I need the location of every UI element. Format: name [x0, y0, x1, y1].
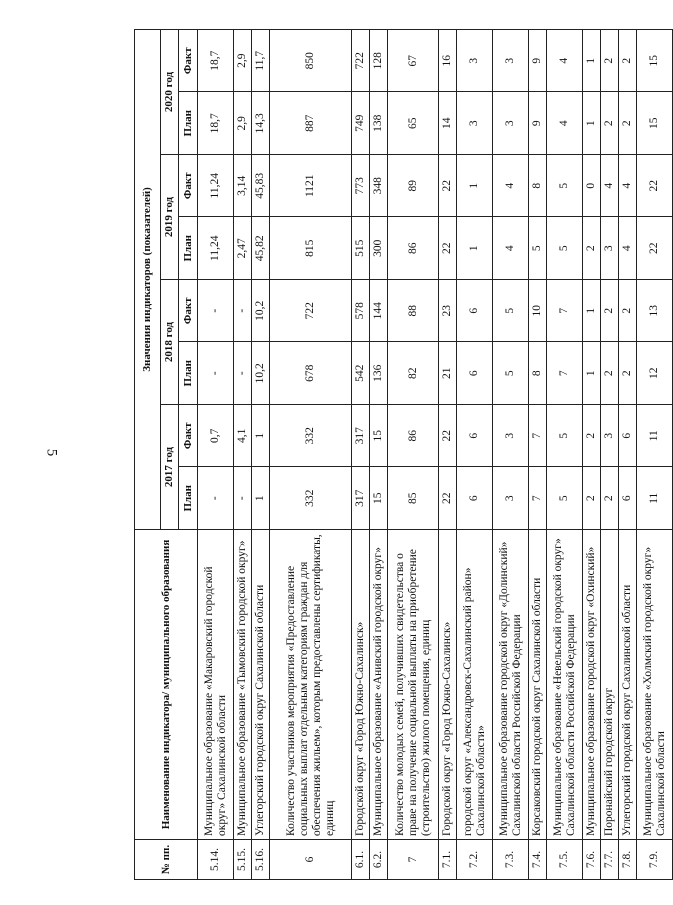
row-number: 5.14.: [198, 840, 234, 880]
row-value: 6: [457, 280, 493, 343]
table-row: [352, 29, 370, 879]
row-value: 11: [637, 405, 673, 468]
header-year-2018: 2018 год: [161, 280, 179, 405]
row-number: 7.5.: [547, 840, 583, 880]
row-value: 850: [270, 29, 352, 92]
row-value: 332: [270, 467, 352, 530]
row-value: 67: [388, 29, 439, 92]
row-value: 12: [637, 342, 673, 405]
row-value: 14,3: [252, 92, 270, 155]
row-value: 2: [601, 342, 619, 405]
row-value: 23: [439, 280, 457, 343]
row-value: 515: [352, 217, 370, 280]
row-value: 2: [601, 280, 619, 343]
row-value: -: [198, 342, 234, 405]
row-value: 15: [370, 405, 388, 468]
row-value: 1: [583, 342, 601, 405]
header-fact: Факт: [179, 280, 198, 343]
row-value: 89: [388, 155, 439, 218]
row-value: 6: [457, 467, 493, 530]
row-value: 144: [370, 280, 388, 343]
row-value: 14: [439, 92, 457, 155]
table-row: [270, 29, 352, 879]
row-value: 128: [370, 29, 388, 92]
page-number: 5: [43, 448, 60, 457]
row-value: 348: [370, 155, 388, 218]
row-value: 2,47: [234, 217, 252, 280]
row-value: 5: [493, 280, 529, 343]
row-name: Муниципальное образование «Макаровский городской округ» Сахалинской области: [198, 530, 234, 840]
row-value: 3: [457, 29, 493, 92]
row-value: 9: [529, 92, 547, 155]
row-value: -: [198, 467, 234, 530]
row-value: 11,24: [198, 217, 234, 280]
row-value: 18,7: [198, 92, 234, 155]
row-value: 317: [352, 467, 370, 530]
table-row: [601, 29, 619, 879]
row-value: 18,7: [198, 29, 234, 92]
row-name: Муниципальное образование «Тымовский городской округ»: [234, 530, 252, 840]
row-name: Корсаковский городской округ Сахалинской области: [529, 530, 547, 840]
row-number: 5.16.: [252, 840, 270, 880]
row-name: Муниципальное образование «Невельский городской округ» Сахалинской области Российской Федерации: [547, 530, 583, 840]
row-number: 5.15.: [234, 840, 252, 880]
row-name: Углегорский городской округ Сахалинской области: [619, 530, 637, 840]
table-row: [198, 29, 234, 879]
row-value: 15: [637, 92, 673, 155]
row-value: 4: [547, 29, 583, 92]
row-value: 5: [493, 342, 529, 405]
row-value: 1: [252, 405, 270, 468]
row-value: -: [234, 467, 252, 530]
row-value: 0,7: [198, 405, 234, 468]
row-value: 2: [583, 467, 601, 530]
row-value: 3: [457, 92, 493, 155]
row-value: 2: [619, 280, 637, 343]
row-value: 22: [439, 217, 457, 280]
row-value: 15: [637, 29, 673, 92]
row-value: 0: [583, 155, 601, 218]
row-value: 3,14: [234, 155, 252, 218]
row-value: 5: [547, 405, 583, 468]
row-value: 3: [493, 92, 529, 155]
row-value: 10,2: [252, 280, 270, 343]
row-value: 10,2: [252, 342, 270, 405]
row-name: Муниципальное образование «Анивский городской округ»: [370, 530, 388, 840]
table-row: [529, 29, 547, 879]
row-value: 1: [457, 155, 493, 218]
row-value: 13: [637, 280, 673, 343]
row-value: 6: [457, 405, 493, 468]
table-row: [370, 29, 388, 879]
row-value: 722: [352, 29, 370, 92]
row-number: 7.2.: [457, 840, 493, 880]
row-value: 6: [619, 467, 637, 530]
row-value: 136: [370, 342, 388, 405]
row-value: 7: [547, 342, 583, 405]
table-row: [547, 29, 583, 879]
table-body: [198, 29, 673, 879]
row-value: 22: [637, 217, 673, 280]
row-value: 2: [619, 29, 637, 92]
row-value: 3: [493, 29, 529, 92]
row-value: 85: [388, 467, 439, 530]
row-value: 300: [370, 217, 388, 280]
indicators-table: [134, 29, 673, 880]
header-fact: Факт: [179, 29, 198, 92]
header-no: № пп.: [135, 840, 198, 880]
row-value: 22: [439, 155, 457, 218]
row-number: 7.1.: [439, 840, 457, 880]
header-plan: План: [179, 467, 198, 530]
row-value: 4: [601, 155, 619, 218]
row-name: Городской округ «Город Южно-Сахалинск»: [439, 530, 457, 840]
row-value: 3: [601, 217, 619, 280]
row-number: 7.6.: [583, 840, 601, 880]
row-value: 1: [583, 92, 601, 155]
row-value: 7: [529, 467, 547, 530]
row-name: Муниципальное образование «Холмский городской округ» Сахалинской области: [637, 530, 673, 840]
header-plan: План: [179, 92, 198, 155]
row-value: 15: [370, 467, 388, 530]
row-value: 1: [583, 29, 601, 92]
row-value: 11,7: [252, 29, 270, 92]
row-value: 3: [601, 405, 619, 468]
row-value: 45,83: [252, 155, 270, 218]
row-number: 7.3.: [493, 840, 529, 880]
header-plan: План: [179, 342, 198, 405]
header-year-2020: 2020 год: [161, 29, 179, 154]
table-row: [619, 29, 637, 879]
table-row: [457, 29, 493, 879]
row-value: 82: [388, 342, 439, 405]
row-value: 8: [529, 342, 547, 405]
row-value: 1: [583, 280, 601, 343]
row-name: Количество участников мероприятия «Предоставление социальных выплат отдельным категориям граждан для обеспечения жильем», которым предоставлены сертификаты, единиц: [270, 530, 352, 840]
header-fact: Факт: [179, 405, 198, 468]
row-number: 7.4.: [529, 840, 547, 880]
row-value: 2: [601, 29, 619, 92]
row-value: 4: [619, 155, 637, 218]
row-value: 317: [352, 405, 370, 468]
row-value: 4,1: [234, 405, 252, 468]
row-value: 678: [270, 342, 352, 405]
row-value: 2: [601, 467, 619, 530]
row-value: -: [234, 342, 252, 405]
row-value: 4: [493, 155, 529, 218]
row-value: 3: [493, 405, 529, 468]
header-year-2017: 2017 год: [161, 405, 179, 530]
row-value: 542: [352, 342, 370, 405]
row-value: 9: [529, 29, 547, 92]
row-value: 7: [529, 405, 547, 468]
row-value: 2,9: [234, 29, 252, 92]
row-value: 2: [583, 405, 601, 468]
row-value: 2: [583, 217, 601, 280]
row-value: 4: [619, 217, 637, 280]
row-value: 1: [252, 467, 270, 530]
header-plan: План: [179, 217, 198, 280]
row-value: 11,24: [198, 155, 234, 218]
row-number: 7.9.: [637, 840, 673, 880]
row-number: 7: [388, 840, 439, 880]
row-value: 5: [547, 155, 583, 218]
row-value: 21: [439, 342, 457, 405]
row-value: 722: [270, 280, 352, 343]
table-row: [493, 29, 529, 879]
row-name: Углегорский городской округ Сахалинской области: [252, 530, 270, 840]
row-value: 16: [439, 29, 457, 92]
header-year-2019: 2019 год: [161, 155, 179, 280]
row-value: 4: [493, 217, 529, 280]
row-value: 1: [457, 217, 493, 280]
row-name: Городской округ «Город Южно-Сахалинск»: [352, 530, 370, 840]
table-row: [252, 29, 270, 879]
row-value: 86: [388, 217, 439, 280]
row-value: 6: [619, 405, 637, 468]
row-value: 88: [388, 280, 439, 343]
row-value: 11: [637, 467, 673, 530]
row-value: 5: [547, 467, 583, 530]
row-value: 578: [352, 280, 370, 343]
row-name: Количество молодых семей, получивших свидетельства о праве на получение социальной выплаты на приобретение (строительство) жилого помещения, единиц: [388, 530, 439, 840]
row-value: 5: [529, 217, 547, 280]
row-value: 45,82: [252, 217, 270, 280]
row-value: 22: [439, 405, 457, 468]
table-row: [439, 29, 457, 879]
row-value: 138: [370, 92, 388, 155]
rotated-table-container: [134, 30, 667, 880]
row-name: Поронайский городской округ: [601, 530, 619, 840]
row-value: 815: [270, 217, 352, 280]
row-value: -: [198, 280, 234, 343]
row-value: 86: [388, 405, 439, 468]
row-name: Муниципальное образование городской округ «Охинский»: [583, 530, 601, 840]
row-value: 7: [547, 280, 583, 343]
row-value: 2: [619, 342, 637, 405]
row-value: 887: [270, 92, 352, 155]
row-value: 8: [529, 155, 547, 218]
row-value: 773: [352, 155, 370, 218]
row-number: 6.2.: [370, 840, 388, 880]
row-name: городской округ «Александровск-Сахалинский район» Сахалинской области»: [457, 530, 493, 840]
header-fact: Факт: [179, 155, 198, 218]
header-name: Наименование индикатора/ муниципального образования: [135, 530, 198, 840]
row-value: 332: [270, 405, 352, 468]
row-value: 4: [547, 92, 583, 155]
row-value: 22: [637, 155, 673, 218]
row-value: 2: [619, 92, 637, 155]
row-value: 65: [388, 92, 439, 155]
row-value: 2: [601, 92, 619, 155]
table-row: [234, 29, 252, 879]
table-row: [583, 29, 601, 879]
row-number: 6: [270, 840, 352, 880]
row-value: 22: [439, 467, 457, 530]
row-name: Муниципальное образование городской округ «Долинский» Сахалинской области Российской Федерации: [493, 530, 529, 840]
table-row: [637, 29, 673, 879]
row-value: 10: [529, 280, 547, 343]
row-number: 6.1.: [352, 840, 370, 880]
row-value: 3: [493, 467, 529, 530]
row-value: 1121: [270, 155, 352, 218]
row-value: 2,9: [234, 92, 252, 155]
row-number: 7.8.: [619, 840, 637, 880]
table-row: [388, 29, 439, 879]
row-value: 5: [547, 217, 583, 280]
row-value: -: [234, 280, 252, 343]
row-value: 749: [352, 92, 370, 155]
header-values: Значения индикаторов (показателей): [135, 29, 161, 529]
row-number: 7.7.: [601, 840, 619, 880]
row-value: 6: [457, 342, 493, 405]
